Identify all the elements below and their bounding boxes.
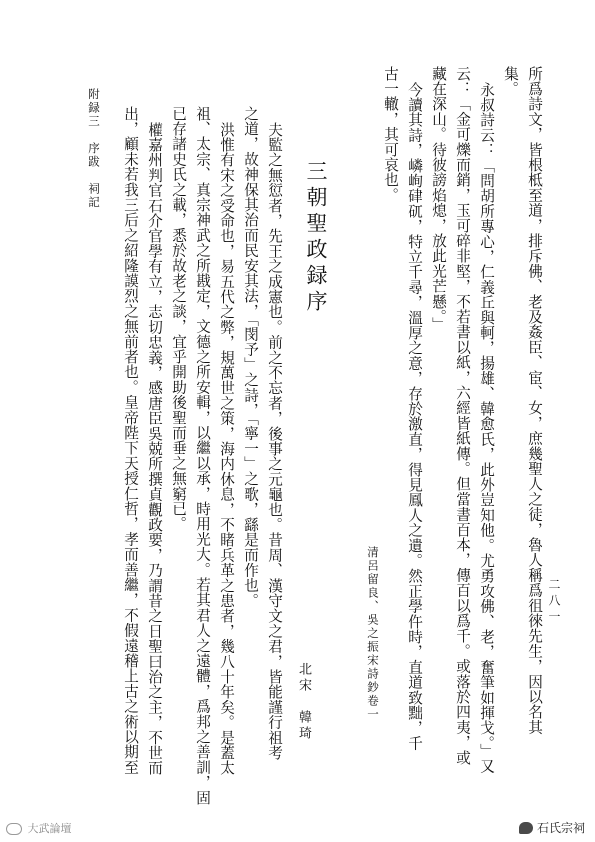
wechat-icon [519, 822, 533, 834]
prev-text-line-4: 云：「金可爍而銷，玉可碎非堅，不若書以紙，六經皆紙傳。但當書百本，傳百以爲千。或落於四夷，或 [454, 66, 471, 766]
watermark-right-text: 石氏宗祠 [536, 821, 585, 835]
essay-line-7: 出，顧未若我三后之紹隆謨烈之無前者也。皇帝陛下天授仁哲，孝而善繼，不假遠稽上古之術以期至 [122, 106, 139, 775]
watermark-left-text: 大武論壇 [27, 822, 72, 835]
running-header: 附録三 序跋 祠記 [87, 88, 101, 210]
watermark-right [519, 819, 585, 836]
page-number: 二八一 [547, 578, 561, 626]
prev-text-line-1: 所爲詩文，皆根柢至道，排斥佛、老及姦臣、宦、女，庶幾聖人之徒，魯人稱爲徂徠先生，因以名其 [526, 66, 543, 735]
prev-text-line-5: 藏在深山。待彼謗焰熄，放此光芒懸。」 [430, 66, 447, 333]
essay-line-1: 夫監之無愆者，先王之成憲也。前之不忘者，後事之元龜也。昔周、漢守文之君，皆能謹行祖考 [266, 122, 283, 761]
prev-text-line-3: 永叔詩云：「問胡所專心，仁義丘與軻，揚雄、韓愈氏，此外豈知他。尤勇攻佛、老，奮筆如揮戈。」又 [478, 82, 495, 774]
essay-line-4: 祖、太宗、真宗神武之所戡定，文德之所安輯，以繼以承，時用光大。若其君人之遠體，爲邦之善訓，固 [194, 106, 211, 806]
essay-line-6: 權嘉州判官石介官學有立，志切忠義，感唐臣吳兢所撰貞觀政要，乃謂昔之日聖曰治之主，不世而 [146, 122, 163, 776]
essay-title: 三朝聖政録序 [304, 160, 328, 316]
watermark-left [6, 820, 72, 836]
essay-line-5: 已存諸史氏之載，悉於故老之談，宜乎開助後聖而垂之無窮已。 [170, 106, 187, 532]
prev-text-line-2: 集。 [502, 66, 519, 97]
essay-line-2: 之道，故神保其治而民安其法，「閔予」之詩，「寧一」之歌，繇是而作也。 [242, 106, 259, 609]
forum-logo-icon [6, 823, 22, 835]
prev-text-line-7: 古一轍，其可哀也。 [382, 66, 399, 203]
source-note: 清呂留良、吳之振宋詩鈔卷一 [366, 546, 380, 722]
prev-text-line-6: 今讀其詩，嶙峋硉矹，特立千尋，溫厚之意，存於激直，得見鳳人之遺。然正學仵時，直道致黜，千 [406, 82, 423, 751]
essay-line-3: 洪惟有宋之受命也，易五代之弊，規萬世之策，海内休息，不睹兵革之患者，幾八十年矣。是蓋太 [218, 122, 235, 776]
essay-author: 北宋 韓琦 [296, 662, 311, 742]
